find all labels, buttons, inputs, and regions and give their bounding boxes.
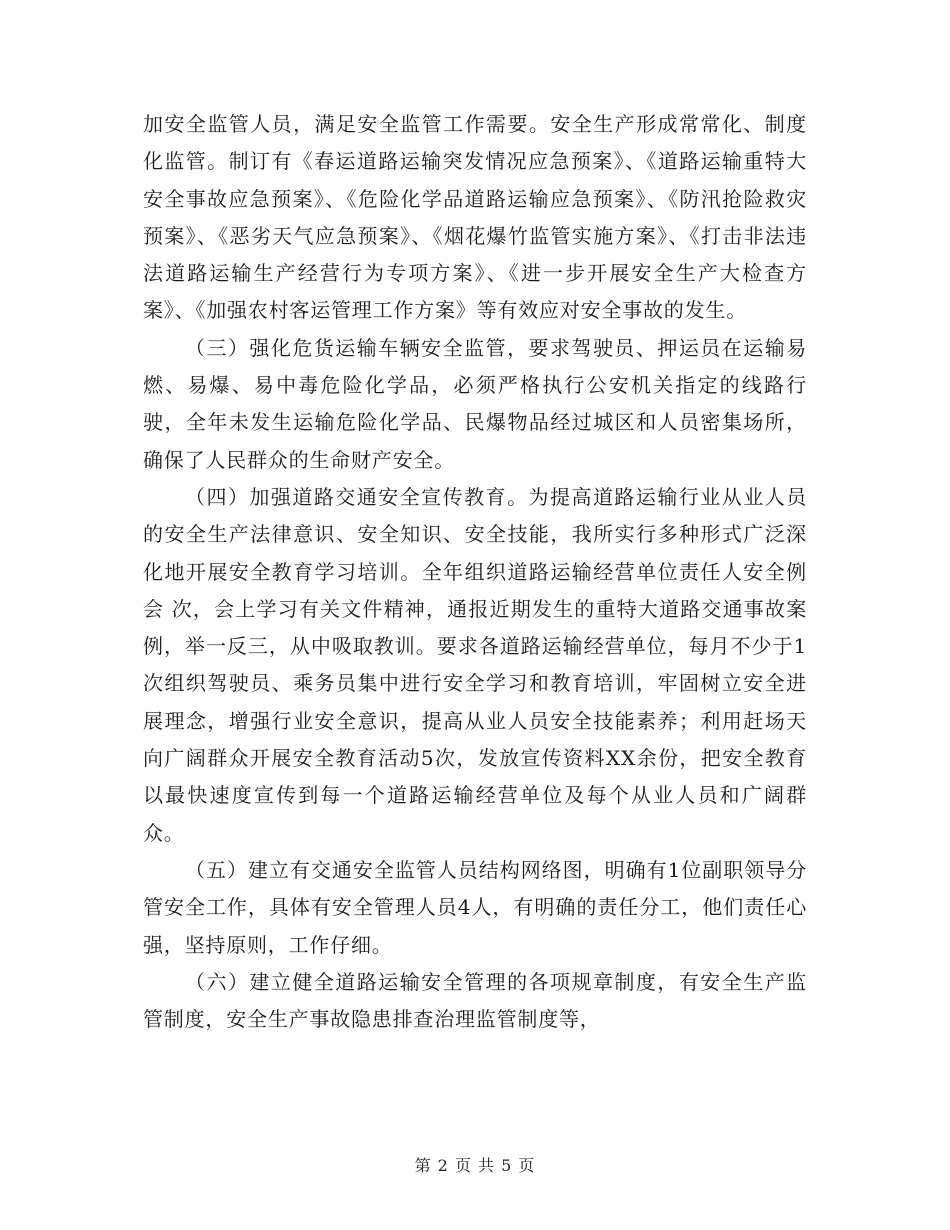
paragraph-safety-education: （四）加强道路交通安全宣传教育。为提高道路运输行业从业人员的安全生产法律意识、安全知识、安全技能，我所实行多种形式广泛深化地开展安全教育学习培训。全年组织道路运输经营单位责任人安全例会 次，会上学习有关文件精神，通报近期发生的重特大道路交通事故案例，举一反三，从中吸取教训。要求各道路运输经营单位，每月不少于1次组织驾驶员、乘务员集中进行安全学习和教育培训，牢固树立安全进展理念，增强行业安全意识，提高从业人员安全技能素养；利用赶场天向广阔群众开展安全教育活动5次，发放宣传资料XX余份，把安全教育以最快速度宣传到每一个道路运输经营单位及每个从业人员和广阔群众。 xyxy=(143,484,807,845)
paragraph-continuation: 加安全监管人员，满足安全监管工作需要。安全生产形成常常化、制度化监管。制订有《春运道路运输突发情况应急预案》、《道路运输重特大安全事故应急预案》、《危险化学品道路运输应急预案》、《防汛抢险救灾预案》、《恶劣天气应急预案》、《烟花爆竹监管实施方案》、《打击非法违法道路运输生产经营行为专项方案》、《进一步开展安全生产大检查方案》、《加强农村客运管理工作方案》等有效应对安全事故的发生。 xyxy=(143,112,807,323)
paragraph-rules-system: （六）建立健全道路运输安全管理的各项规章制度，有安全生产监管制度，安全生产事故隐患排查治理监管制度等， xyxy=(143,969,807,1032)
paragraph-hazmat-supervision: （三）强化危货运输车辆安全监管，要求驾驶员、押运员在运输易燃、易爆、易中毒危险化学品，必须严格执行公安机关指定的线路行驶，全年未发生运输危险化学品、民爆物品经过城区和人员密集场所，确保了人民群众的生命财产安全。 xyxy=(143,335,807,472)
paragraph-supervision-network: （五）建立有交通安全监管人员结构网络图，明确有1位副职领导分管安全工作，具体有安全管理人员4人，有明确的责任分工，他们责任心强，坚持原则，工作仔细。 xyxy=(143,857,807,957)
document-body xyxy=(143,106,807,1038)
page-number-footer: 第 2 页 共 5 页 xyxy=(414,1156,536,1175)
